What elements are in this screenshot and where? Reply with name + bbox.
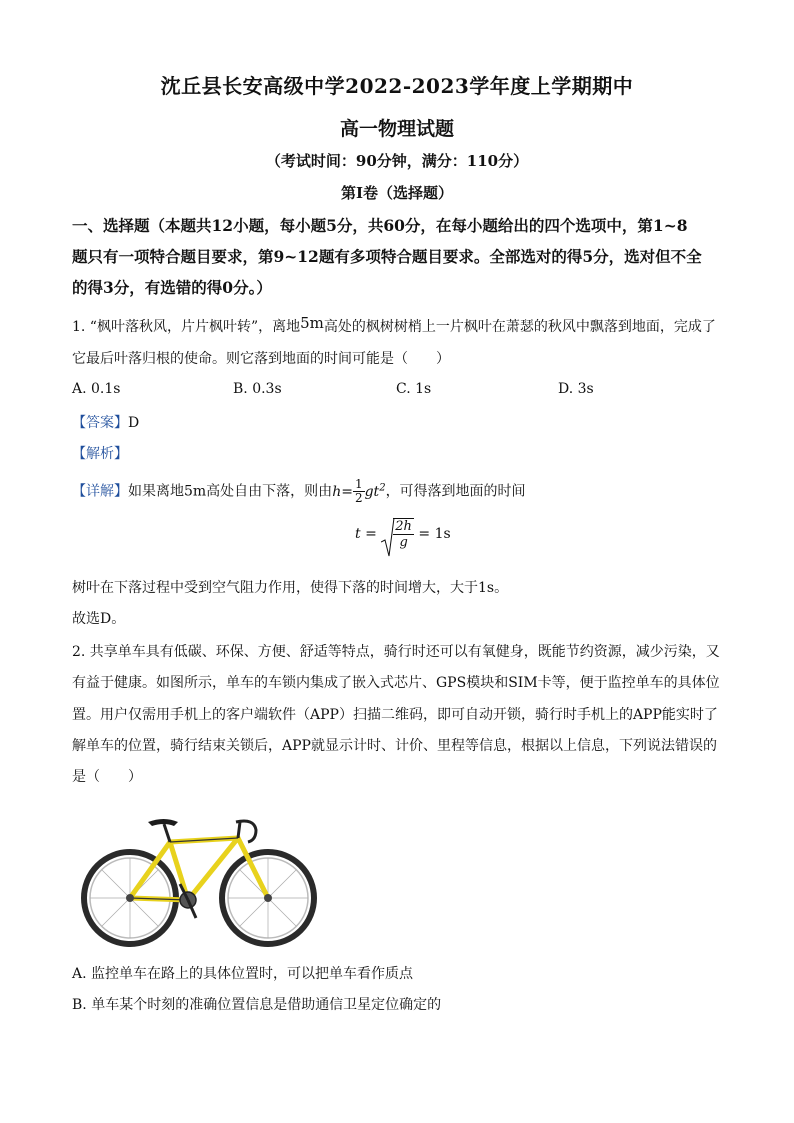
question-1-stem-line-2: 它最后叶落归根的使命。则它落到地面的时间可能是（ ） [72,351,450,367]
formula2-eq: = [365,526,377,542]
exam-info: （考试时间：90分钟，满分：110分） [265,152,529,170]
question-2-line-5: 是（ ） [72,769,142,785]
volume-heading: 第I卷（选择题） [340,184,454,202]
q2-option-b: B. 单车某个时刻的准确位置信息是借助通信卫星定位确定的 [72,997,442,1013]
answer-value: D [128,415,140,431]
q1-conclusion: 树叶在下落过程中受到空气阻力作用，使得下落的时间增大，大于1s。 [72,580,509,596]
exam-title: 沈丘县长安高级中学2022-2023学年度上学期期中 [160,74,634,98]
q1-option-c: C. 1s [396,381,432,397]
section-instructions-line-2: 题只有一项特合题目要求，第9~12题有多项特合题目要求。全部选对的得5分，选对但不全 [72,247,702,266]
formula-eq: = [341,483,353,500]
formula2-t: t [355,526,361,542]
formula-inline [332,477,386,505]
question-2-line-1: 2. 共享单车具有低碳、环保、方便、舒适等特点，骑行时还可以有氧健身，既能节约资源，减少污染，又 [72,644,720,660]
detail-tag: 【详解】 [72,483,128,500]
formula-gt: gt [364,483,380,500]
analysis-tag: 【解析】 [72,446,128,462]
answer-tag: 【答案】 [72,415,128,431]
sqrt-sign-icon [381,516,395,558]
formula-den: 2 [354,491,363,505]
q1-detail [72,478,732,505]
formula-exp: 2 [379,481,386,493]
formula-num: 1 [354,477,363,491]
question-1-stem-line-1 [72,316,732,336]
q2-option-a: A. 监控单车在路上的具体位置时，可以把单车看作质点 [72,966,414,982]
bicycle-image [78,800,318,948]
q1-option-d: D. 3s [558,381,594,397]
sqrt-group [381,518,414,550]
formula2-den: g [399,535,408,550]
q1-height: 5m [300,314,324,332]
q1-text-c: 高处的枫树树梢上一片枫叶在萧瑟的秋风中飘落到地面，完成了 [323,319,716,335]
q1-option-a: A. 0.1s [72,381,121,397]
q1-option-b: B. 0.3s [233,381,282,397]
formula2-result: = 1s [418,526,451,542]
detail-text-a: 如果离地5m高处自由下落，则由 [128,483,333,500]
exam-subtitle: 高一物理试题 [339,118,454,140]
question-2-line-2: 有益于健康。如图所示，单车的车锁内集成了嵌入式芯片、GPS模块和SIM卡等，便于监控单车的具体位 [72,675,720,691]
formula2-num: 2h [395,519,412,534]
q1-text-a: 1. “枫叶落秋风，片片枫叶转”，离地 [72,319,301,335]
sqrt-fraction [393,518,414,550]
question-2-line-4: 解单车的位置，骑行结束关锁后，APP就显示计时、计价、里程等信息，根据以上信息，下列说法错误的 [72,738,717,754]
question-2-line-3: 置。用户仅需用手机上的客户端软件（APP）扫描二维码，即可自动开锁，骑行时手机上的APP能实时了 [72,707,718,723]
formula-fraction [353,478,365,505]
time-formula [355,518,451,550]
q1-analysis [72,443,732,463]
q1-answer [72,412,732,432]
formula-h: h [332,483,342,500]
q1-choose: 故选D。 [72,611,126,627]
section-instructions-line-1: 一、选择题（本题共12小题，每小题5分，共60分，在每小题给出的四个选项中，第1~8 [72,216,688,235]
detail-text-b: ，可得落到地面的时间 [385,483,526,500]
section-instructions-line-3: 的得3分，有选错的得0分。） [72,278,272,297]
